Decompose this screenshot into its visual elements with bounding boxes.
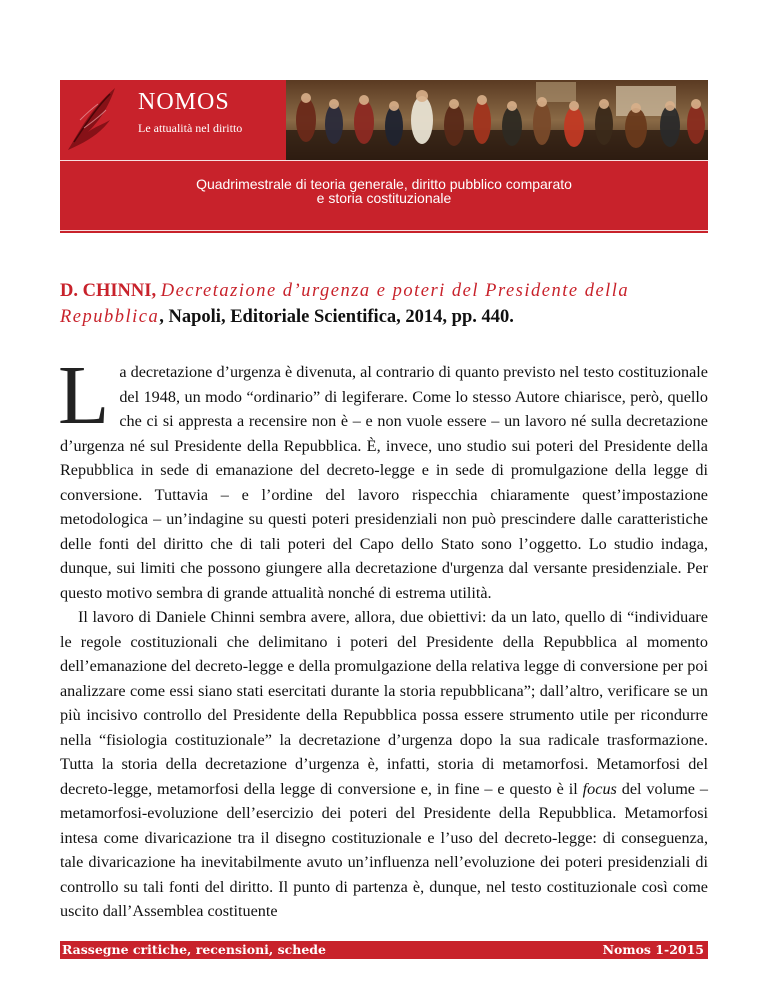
journal-subtitle-line-2: e storia costituzionale: [316, 190, 452, 206]
paragraph-2: [60, 605, 708, 924]
article-title: [60, 278, 708, 330]
brand-tagline: Le attualità nel diritto: [138, 121, 243, 135]
publication-info: , Napoli, Editoriale Scientifica, 2014, pp. 440.: [159, 307, 514, 327]
journal-subtitle-line-1: Quadrimestrale di teoria generale, diritto pubblico comparato: [196, 176, 572, 192]
article-author: D. CHINNI,: [60, 281, 157, 301]
focus-emphasis: focus: [582, 779, 617, 798]
article-body: [58, 349, 708, 924]
paragraph-2-text-b: del volume – metamorfosi-evoluzione dell’esercizio dei poteri del Presidente della Repubblica. Metamorfosi intesa come divaricazione tra il disegno costituzionale e l’uso del decreto-legge: di conseguenza, tale divaricazione ha inevitabilmente avuto un’influenza nell’evoluzione dei poteri presidenziali di controllo su tali fonti del diritto. Il punto di partenza è, dunque, nel testo costituzionale così come uscito dall’Assemblea costituente: [60, 779, 708, 920]
banner-divider-top: [60, 160, 708, 161]
footer-issue: Nomos 1-2015: [602, 942, 704, 957]
paragraph-1: [58, 349, 708, 605]
journal-subtitle: [60, 177, 708, 205]
quill-logo-icon: [60, 80, 140, 160]
paragraph-1-text: a decretazione d’urgenza è divenuta, al contrario di quanto previsto nel testo costituzionale del 1948, un modo “ordinario” di legiferare. Come lo stesso Autore chiarisce, però, quello che ci si appresta a recensire non è – e non vuole essere – un lavoro né sulla decretazione d’urgenza né sul Presidente della Repubblica. È, invece, uno studio sui poteri del Presidente della Repubblica in sede di emanazione del decreto-legge e in sede di promulgazione della legge di conversione. Tuttavia – e l’ordine del lavoro rispecchia chiaramente quest’impostazione metodologica – un’indagine su questi poteri presidenziali non può prescindere dalle caratteristiche delle fonti del diritto che di tali poteri del Capo dello Stato sono l’oggetto. Lo studio indaga, dunque, sui limiti che possono giungere alla decretazione d'urgenza dal versante presidenziale. Per questo motivo sembra di grande attualità nonché di estrema utilità.: [60, 363, 708, 602]
journal-banner: [60, 80, 708, 233]
drop-cap: L: [58, 349, 110, 442]
book-title: Decretazione d’urgenza e poteri del Presidente della Repubblica: [60, 281, 630, 327]
banner-painting-image: [286, 80, 708, 160]
footer-section: Rassegne critiche, recensioni, schede: [62, 942, 326, 957]
brand-name: NOMOS: [138, 89, 230, 115]
paragraph-2-text-a: Il lavoro di Daniele Chinni sembra avere, allora, due obiettivi: da un lato, quello di “individuare le regole costituzionali che delimitano i poteri del Presidente della Repubblica al momento dell’emanazione del decreto-legge e della promulgazione della relativa legge di conversione per poi analizzare come essi siano stati esercitati durante la storia repubblicana”; dall’altro, verificare se un più incisivo controllo del Presidente della Repubblica possa essere strumento utile per ricondurre nella “fisiologia costituzionale” la decretazione d’urgenza dopo la sua radicale trasformazione. Tutta la storia della decretazione d’urgenza è, infatti, storia di metamorfosi. Metamorfosi del decreto-legge, metamorfosi della legge di conversione e, in fine – e questo è il: [60, 608, 708, 798]
banner-divider-bottom: [60, 230, 708, 231]
page-footer: [60, 941, 708, 959]
